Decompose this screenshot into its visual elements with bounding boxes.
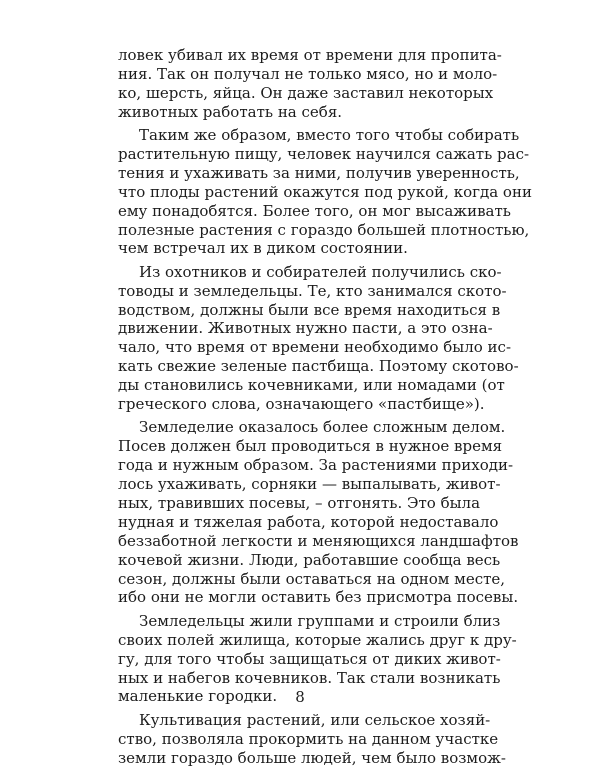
text-line: ловек убивал их время от времени для пропита- xyxy=(118,46,502,64)
text-line: Земледельцы жили группами и строили близ xyxy=(139,611,501,630)
text-line: греческого слова, означающего «пастбище»). xyxy=(118,395,485,414)
text-line: беззаботной легкости и меняющихся ландшафтов xyxy=(118,531,519,550)
page-body xyxy=(118,46,532,767)
text-line: чало, что время от времени необходимо было ис- xyxy=(118,338,512,357)
text-line: года и нужным образом. За растениями приходи- xyxy=(118,456,514,475)
paragraph xyxy=(118,126,532,258)
text-line: Таким же образом, вместо того чтобы собирать xyxy=(139,126,520,145)
text-line: полезные растения с гораздо большей плотностью, xyxy=(118,220,530,239)
text-line: что плоды растений окажутся под рукой, когда они xyxy=(118,182,532,201)
text-line: своих полей жилища, которые жались друг к дру- xyxy=(118,630,517,649)
text-line: животных работать на себя. xyxy=(118,102,343,121)
text-line: движении. Животных нужно пасти, а это озна- xyxy=(118,319,493,338)
text-line: нудная и тяжелая работа, которой недоставало xyxy=(118,512,499,531)
text-line: кать свежие зеленые пастбища. Поэтому скотово- xyxy=(118,357,519,376)
text-line: ных и набегов кочевников. Так стали возникать xyxy=(118,668,501,687)
page-number: 8 xyxy=(295,688,305,706)
paragraph xyxy=(118,46,502,122)
text-line: Из охотников и собирателей получились ско- xyxy=(139,262,502,281)
text-line: кочевой жизни. Люди, работавшие сообща весь xyxy=(118,550,501,569)
text-line: Посев должен был проводиться в нужное время xyxy=(118,437,503,456)
text-line: растительную пищу, человек научился сажать рас- xyxy=(118,144,530,163)
paragraph xyxy=(118,418,519,607)
paragraph xyxy=(118,262,519,414)
text-line: тения и ухаживать за ними, получив уверенность, xyxy=(118,163,520,182)
text-line: ды становились кочевниками, или номадами (от xyxy=(118,376,505,395)
text-line: земли гораздо больше людей, чем было возмож- xyxy=(118,748,507,767)
text-line: гу, для того чтобы защищаться от диких живот- xyxy=(118,649,501,668)
text-line: ния. Так он получал не только мясо, но и моло- xyxy=(118,64,498,83)
text-line: маленькие городки. xyxy=(118,687,278,706)
text-line: ных, травивших посевы, – отгонять. Это была xyxy=(118,493,481,512)
text-line: чем встречал их в диком состоянии. xyxy=(118,239,408,258)
text-line: ство, позволяла прокормить на данном участке xyxy=(118,729,499,748)
text-line: Земледелие оказалось более сложным делом. xyxy=(139,418,506,437)
text-line: ибо они не могли оставить без присмотра посевы. xyxy=(118,588,519,607)
text-line: Культивация растений, или сельское хозяй- xyxy=(139,710,491,729)
text-line: ему понадобятся. Более того, он мог высаживать xyxy=(118,201,511,220)
text-line: сезон, должны были оставаться на одном месте, xyxy=(118,569,506,588)
text-line: водством, должны были все время находиться в xyxy=(118,300,501,319)
paragraph xyxy=(118,710,507,767)
text-line: лось ухаживать, сорняки — выпалывать, живот- xyxy=(118,475,501,494)
text-line: ко, шерсть, яйца. Он даже заставил некоторых xyxy=(118,83,494,102)
text-line: товоды и земледельцы. Те, кто занимался ското- xyxy=(118,281,507,300)
